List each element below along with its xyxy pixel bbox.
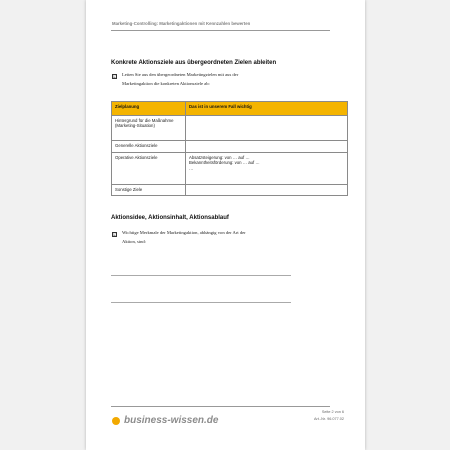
section-heading-goals: Konkrete Aktionsziele aus übergeordneten Zielen ableiten <box>111 60 277 66</box>
write-in-line <box>111 302 291 303</box>
table-row <box>112 153 348 185</box>
value-line: … <box>189 165 194 171</box>
table-header-row <box>112 102 348 116</box>
value-line: Bekanntheitsförderung: von … auf … <box>189 160 260 166</box>
logo-dot-icon <box>112 417 120 425</box>
table-header-cell: Zielplanung <box>112 102 186 116</box>
row-value <box>186 185 348 196</box>
instruction-line-2: Aktion, sind: <box>122 239 146 244</box>
instruction-line-2: Marketingaktion die konkreten Aktionsziele ab: <box>122 81 210 86</box>
instruction-line-1: Leiten Sie aus den übergeordneten Marketingzielen mit aus der <box>122 72 239 77</box>
table-header-cell: Das ist in unserem Fall wichtig <box>186 102 348 116</box>
checkbox-icon: ☑ <box>113 74 117 79</box>
row-value <box>186 141 348 153</box>
row-value <box>186 116 348 141</box>
footer-divider <box>111 406 330 407</box>
row-label: Operative Aktionsziele <box>112 153 186 185</box>
value-line: Absatzsteigerung: von … auf … <box>189 155 250 160</box>
article-number: Art.-Nr. 96.077.02 <box>314 417 344 421</box>
table-row <box>112 116 348 141</box>
page-header-title: Marketing-Controlling: Marketingaktionen mit Kennzahlen bewerten <box>112 21 251 26</box>
table-row <box>112 141 348 153</box>
header-divider <box>111 30 330 31</box>
goals-table <box>111 101 348 196</box>
row-value <box>186 153 348 185</box>
row-label: Sonstige Ziele <box>112 185 186 196</box>
table-row <box>112 185 348 196</box>
write-in-line <box>111 275 291 276</box>
instruction-line-1: Wichtige Merkmale der Marketingaktion, abhängig von der Art der <box>122 230 246 235</box>
logo-text: business-wissen.de <box>124 414 219 426</box>
page-number: Seite 2 von 6 <box>321 410 344 414</box>
row-label: Hintergrund für die Maßnahme (Marketing-Situation) <box>112 116 186 141</box>
document-page <box>86 0 365 450</box>
section-heading-action: Aktionsidee, Aktionsinhalt, Aktionsablauf <box>111 215 229 221</box>
row-label: Generelle Aktionsziele <box>112 141 186 153</box>
checkbox-icon: ☑ <box>113 232 117 237</box>
